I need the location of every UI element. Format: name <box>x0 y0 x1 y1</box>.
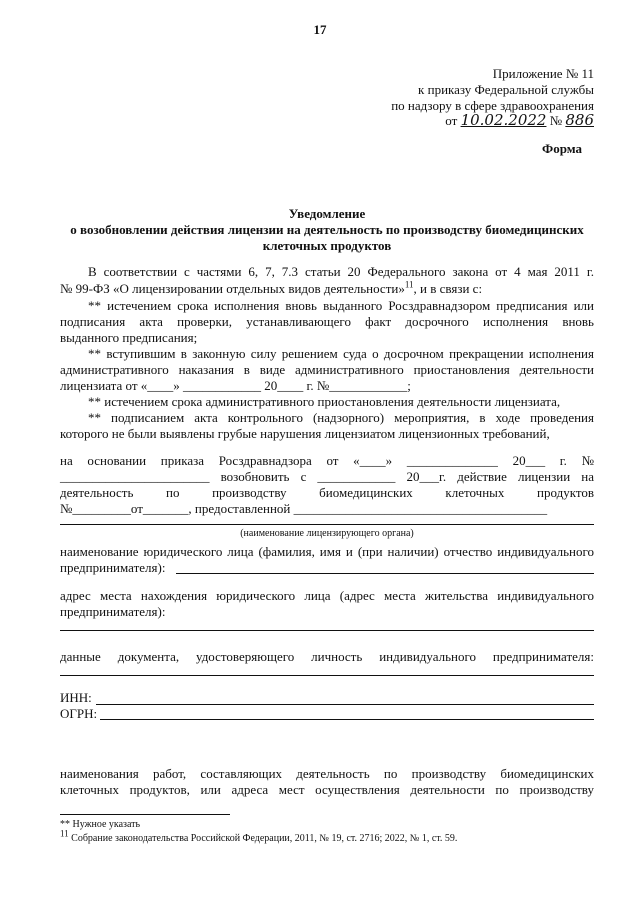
footnote-11: 11 Собрание законодательства Российской Федерации, 2011, № 19, ст. 2716; 2022, № 1, ст. 59. <box>60 828 458 844</box>
fill-line-licensing-body[interactable] <box>60 524 594 525</box>
bullet-2-line-1: ** вступившим в законную силу решением суда о досрочном прекращении исполнения <box>88 346 594 361</box>
appendix-line-2: к приказу Федеральной службы <box>418 82 594 97</box>
entity-name-line-1: наименование юридического лица (фамилия, имя и (при наличии) отчество индивидуального <box>60 544 594 559</box>
appendix-date-number <box>445 112 594 129</box>
fill-line-address[interactable] <box>60 630 594 631</box>
bullet-4-line-2: которого не были выявлены грубые нарушения лицензиатом лицензионных требований, <box>60 426 550 441</box>
bullet-3: ** истечением срока административного приостановления деятельности лицензиата, <box>88 394 561 409</box>
bullet-1-line-2: подписания акта проверки, устанавливающего факт досрочного исполнения вновь <box>60 314 594 329</box>
order-line-2: _______________________ возобновить с ____________ 20___г. действие лицензии на <box>60 469 594 484</box>
form-label: Форма <box>542 141 582 156</box>
works-line-1: наименования работ, составляющих деятельность по производству биомедицинских <box>60 766 594 781</box>
entity-name-line-2: предпринимателя): <box>60 560 166 575</box>
bullet-1-line-1: ** истечением срока исполнения вновь выданного Росздравнадзором предписания или <box>88 298 594 313</box>
handwritten-number: 886 <box>565 111 594 129</box>
fill-line-id-document[interactable] <box>60 675 594 676</box>
date-prefix: от <box>445 113 458 128</box>
bullet-2-line-2: административного наказания в виде административного приостановления деятельности <box>60 362 594 377</box>
footnote-ref-11: 11 <box>404 279 414 290</box>
bullet-4-line-1: ** подписанием акта контрольного (надзорного) мероприятия, в ходе проведения <box>88 410 594 425</box>
caption-licensing-body: (наименование лицензирующего органа) <box>240 528 414 539</box>
order-line-3: деятельность по производству биомедицинских клеточных продуктов <box>60 485 594 500</box>
doc-title-1: Уведомление <box>288 206 366 221</box>
doc-title-2: о возобновлении действия лицензии на деятельность по производству биомедицинских <box>70 222 584 237</box>
number-prefix: № <box>549 113 563 128</box>
order-line-1: на основании приказа Росздравнадзора от «____» ______________ 20___ г. № <box>60 453 594 468</box>
p1-line-2: № 99-ФЗ «О лицензировании отдельных видов деятельности»$^{11}$, и в связи с: <box>60 279 483 296</box>
p1-line-1: В соответствии с частями 6, 7, 7.3 статьи 20 Федерального закона от 4 мая 2011 г. <box>88 264 594 279</box>
footnote-separator <box>60 814 230 815</box>
bullet-1-line-3: выданного предписания; <box>60 330 198 345</box>
fill-line-entity-name[interactable] <box>176 573 594 574</box>
doc-title-3: клеточных продуктов <box>262 238 392 253</box>
page-number: 17 <box>313 22 327 37</box>
address-line-2: предпринимателя): <box>60 604 166 619</box>
footnote-asterisks: ** Нужное указать <box>60 819 141 830</box>
address-line-1: адрес места нахождения юридического лица (адрес места жительства индивидуального <box>60 588 594 603</box>
inn-label: ИНН: <box>60 690 92 705</box>
works-line-2: клеточных продуктов, или адреса мест осуществления деятельности по производству <box>60 782 594 797</box>
inn-field-line[interactable] <box>96 704 594 705</box>
ogrn-label: ОГРН: <box>60 706 98 721</box>
appendix-line-3: по надзору в сфере здравоохранения <box>391 98 594 113</box>
order-line-4: №_________от_______, предоставленной _______________________________________ <box>60 501 548 516</box>
bullet-2-line-3: лицензиата от «____» ____________ 20____ г. №____________; <box>60 378 411 393</box>
id-document-line: данные документа, удостоверяющего личность индивидуального предпринимателя: <box>60 649 594 664</box>
ogrn-field-line[interactable] <box>100 719 594 720</box>
handwritten-date: 10.02.2022 <box>460 111 547 129</box>
appendix-line-1: Приложение № 11 <box>492 66 594 81</box>
